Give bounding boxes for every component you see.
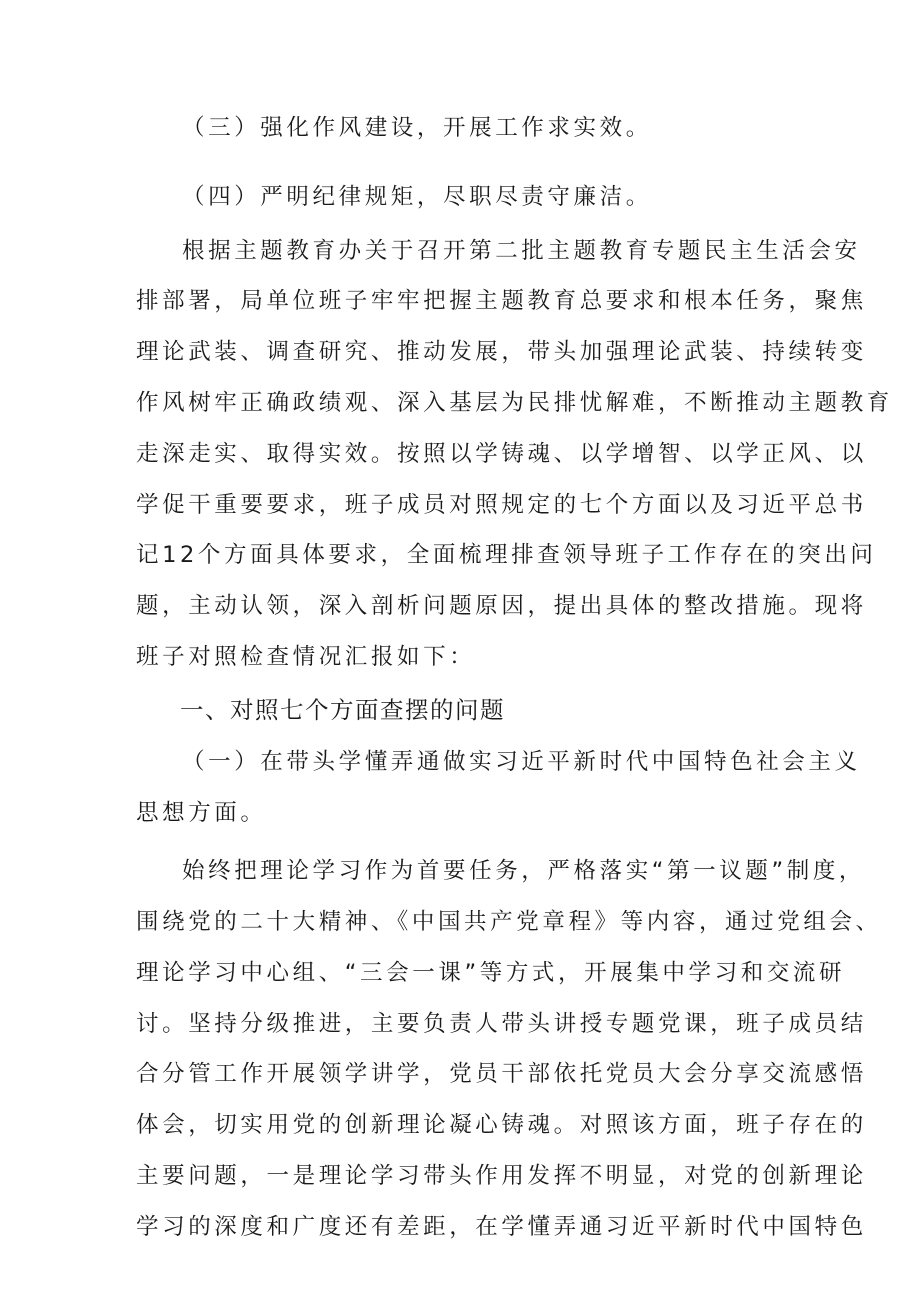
body-line: 学习的深度和广度还有差距，在学懂弄通习近平新时代中国特色 xyxy=(136,1214,867,1240)
body-line: 始终把理论学习作为首要任务，严格落实“第一议题”制度， xyxy=(182,858,866,884)
intro-line: 题，主动认领，深入剖析问题原因，提出具体的整改措施。现将 xyxy=(136,593,867,619)
body-line: 体会，切实用党的创新理论凝心铸魂。对照该方面，班子存在的 xyxy=(136,1112,867,1138)
subsection-line: 思想方面。 xyxy=(136,800,267,826)
intro-line: 学促干重要要求，班子成员对照规定的七个方面以及习近平总书 xyxy=(136,492,867,518)
intro-line: 班子对照检查情况汇报如下： xyxy=(136,644,476,670)
body-line: 围绕党的二十大精神、《中国共产党章程》等内容，通过党组会、 xyxy=(136,909,882,935)
body-line: 理论学习中心组、“三会一课”等方式，开展集中学习和交流研 xyxy=(136,960,846,986)
body-line: 合分管工作开展领学讲学，党员干部依托党员大会分享交流感悟 xyxy=(136,1061,867,1087)
intro-line: 根据主题教育办关于召开第二批主题教育专题民主生活会安 xyxy=(182,238,861,264)
item-three: （三）强化作风建设，开展工作求实效。 xyxy=(182,115,652,141)
subsection-line: （一）在带头学懂弄通做实习近平新时代中国特色社会主义 xyxy=(182,749,861,775)
intro-line: 作风树牢正确政绩观、深入基层为民排忧解难，不断推动主题教育 xyxy=(136,390,893,416)
item-four: （四）严明纪律规矩，尽职尽责守廉洁。 xyxy=(182,184,652,210)
intro-line: 理论武装、调查研究、推动发展，带头加强理论武装、持续转变 xyxy=(136,339,867,365)
body-line: 主要问题，一是理论学习带头作用发挥不明显，对党的创新理论 xyxy=(136,1163,867,1189)
body-line: 讨。坚持分级推进，主要负责人带头讲授专题党课，班子成员结 xyxy=(136,1011,867,1037)
section-heading: 一、对照七个方面查摆的问题 xyxy=(180,696,505,724)
intro-line: 排部署，局单位班子牢牢把握主题教育总要求和根本任务，聚焦 xyxy=(136,288,867,314)
intro-line: 走深走实、取得实效。按照以学铸魂、以学增智、以学正风、以 xyxy=(136,441,867,467)
intro-line: 记12个方面具体要求，全面梳理排查领导班子工作存在的突出问 xyxy=(136,542,877,568)
